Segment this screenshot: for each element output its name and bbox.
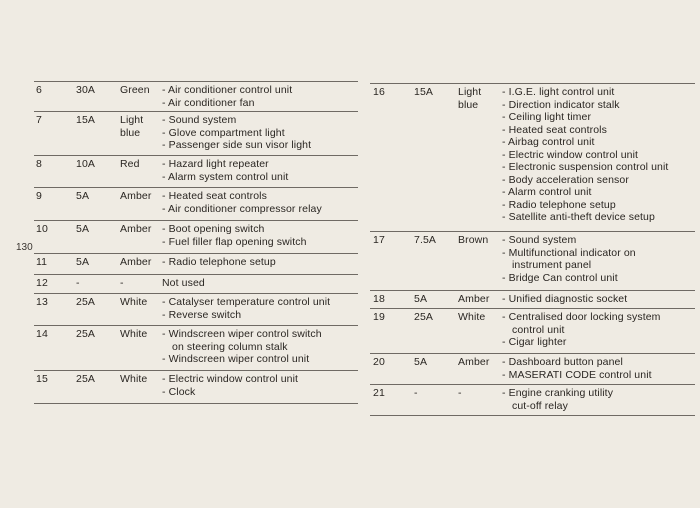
description-line: - I.G.E. light control unit	[502, 86, 615, 98]
description-line: - Centralised door locking system	[502, 311, 661, 323]
fuse-number: 6	[36, 84, 42, 96]
description-line: - Electric window control unit	[162, 373, 299, 385]
fuse-colour: -	[120, 277, 124, 289]
description-line: - Satellite anti-theft device setup	[502, 211, 655, 223]
fuse-description	[502, 234, 636, 284]
fuse-description	[162, 373, 298, 398]
fuse-colour: Amber	[120, 223, 152, 235]
fuse-row	[34, 156, 358, 188]
description-line: Not used	[162, 277, 205, 289]
fuse-row	[370, 83, 695, 232]
description-line: - Sound system	[162, 114, 237, 126]
fuse-row	[34, 254, 358, 275]
description-line: - Electric window control unit	[502, 148, 639, 161]
fuse-number: 8	[36, 158, 42, 170]
fuse-description	[502, 86, 668, 224]
description-line: - Direction indicator stalk	[502, 98, 620, 111]
fuse-amperage: 25A	[414, 311, 433, 323]
fuse-amperage: 5A	[414, 356, 428, 368]
page-number: 130	[16, 242, 33, 253]
description-line: - Engine cranking utility	[502, 387, 614, 399]
fuse-colour: White	[120, 373, 148, 385]
fuse-number: 20	[373, 356, 385, 368]
description-line: - Unified diagnostic socket	[502, 293, 628, 305]
fuse-row	[370, 232, 695, 291]
fuse-amperage: 25A	[76, 296, 95, 308]
description-line: - Fuel filler flap opening switch	[162, 235, 307, 248]
fuse-colour: Amber	[120, 256, 152, 268]
description-line: - Boot opening switch	[162, 223, 265, 235]
fuse-amperage: 25A	[76, 373, 95, 385]
fuse-colour: White	[120, 328, 148, 340]
description-line: - Glove compartment light	[162, 126, 285, 139]
fuse-amperage: 10A	[76, 158, 95, 170]
fuse-colour: Light blue	[458, 86, 482, 111]
description-line: - Electronic suspension control unit	[502, 161, 669, 173]
description-line: instrument panel	[512, 259, 592, 271]
description-line: - Alarm system control unit	[162, 170, 289, 183]
fuse-number: 21	[373, 387, 385, 399]
description-line: - Reverse switch	[162, 308, 242, 321]
fuse-row	[34, 275, 358, 294]
fuse-amperage: 30A	[76, 84, 95, 96]
fuse-row	[34, 221, 358, 254]
description-line: - Air conditioner compressor relay	[162, 202, 322, 215]
fuse-row	[370, 354, 695, 385]
fuse-amperage: 5A	[76, 190, 90, 202]
fuse-description	[162, 223, 307, 248]
fuse-amperage: 5A	[76, 223, 90, 235]
fuse-row	[34, 371, 358, 404]
fuse-description	[162, 84, 292, 109]
description-line: - MASERATI CODE control unit	[502, 368, 652, 381]
description-line: - Heated seat controls	[502, 123, 607, 136]
description-line: - Airbag control unit	[502, 136, 595, 148]
description-line: - Dashboard button panel	[502, 356, 623, 368]
fuse-table-right	[370, 83, 695, 416]
fuse-row	[34, 81, 358, 112]
fuse-amperage: -	[76, 277, 80, 289]
fuse-amperage: -	[414, 387, 418, 399]
fuse-number: 16	[373, 86, 385, 98]
fuse-colour: White	[458, 311, 486, 323]
fuse-colour: Red	[120, 158, 140, 170]
fuse-colour: Brown	[458, 234, 489, 246]
description-line: - Catalyser temperature control unit	[162, 296, 331, 308]
fuse-amperage: 15A	[76, 114, 95, 126]
description-line: - Alarm control unit	[502, 186, 592, 198]
fuse-amperage: 25A	[76, 328, 95, 340]
fuse-description	[502, 311, 661, 349]
fuse-description	[162, 296, 330, 321]
description-line: on steering column stalk	[172, 340, 288, 353]
description-line: - Hazard light repeater	[162, 158, 269, 170]
description-line: - Body acceleration sensor	[502, 173, 629, 186]
description-line: - Radio telephone setup	[162, 256, 276, 268]
fuse-colour: Amber	[120, 190, 152, 202]
fuse-row	[370, 309, 695, 354]
fuse-description	[162, 256, 276, 269]
fuse-colour: Amber	[458, 356, 490, 368]
fuse-number: 18	[373, 293, 385, 305]
description-line: - Air conditioner control unit	[162, 84, 293, 96]
fuse-amperage: 5A	[76, 256, 90, 268]
fuse-amperage: 15A	[414, 86, 433, 98]
fuse-number: 12	[36, 277, 48, 289]
fuse-number: 15	[36, 373, 48, 385]
fuse-description	[162, 158, 288, 183]
description-line: control unit	[512, 323, 565, 336]
fuse-number: 11	[36, 256, 48, 268]
fuse-description	[162, 328, 322, 366]
fuse-description	[502, 356, 652, 381]
fuse-table-left	[34, 81, 358, 404]
description-line: - Radio telephone setup	[502, 198, 616, 211]
fuse-number: 14	[36, 328, 48, 340]
fuse-colour: Light blue	[120, 114, 144, 139]
fuse-row	[370, 291, 695, 309]
fuse-colour: White	[120, 296, 148, 308]
fuse-row	[34, 294, 358, 326]
fuse-number: 9	[36, 190, 42, 202]
description-line: - Cigar lighter	[502, 336, 567, 348]
fuse-row	[34, 188, 358, 221]
fuse-description	[502, 293, 627, 306]
fuse-amperage: 7.5A	[414, 234, 436, 246]
description-line: - Windscreen wiper control unit	[162, 353, 310, 365]
fuse-number: 17	[373, 234, 385, 246]
fuse-description	[162, 277, 205, 290]
description-line: - Multifunctional indicator on	[502, 246, 636, 259]
fuse-description	[162, 190, 322, 215]
description-line: - Sound system	[502, 234, 577, 246]
description-line: - Windscreen wiper control switch	[162, 328, 322, 340]
fuse-number: 7	[36, 114, 42, 126]
fuse-colour: Amber	[458, 293, 490, 305]
fuse-number: 10	[36, 223, 48, 235]
description-line: - Bridge Can control unit	[502, 271, 618, 284]
fuse-row	[34, 326, 358, 371]
fuse-colour: Green	[120, 84, 150, 96]
description-line: - Passenger side sun visor light	[162, 139, 312, 151]
fuse-number: 19	[373, 311, 385, 323]
fuse-row	[370, 385, 695, 416]
fuse-description	[502, 387, 613, 412]
description-line: - Air conditioner fan	[162, 96, 255, 109]
description-line: - Clock	[162, 385, 196, 398]
description-line: cut-off relay	[512, 399, 568, 412]
fuse-description	[162, 114, 311, 152]
fuse-number: 13	[36, 296, 48, 308]
fuse-amperage: 5A	[414, 293, 428, 305]
fuse-row	[34, 112, 358, 156]
description-line: - Heated seat controls	[162, 190, 267, 202]
fuse-colour: -	[458, 387, 462, 399]
description-line: - Ceiling light timer	[502, 111, 592, 123]
